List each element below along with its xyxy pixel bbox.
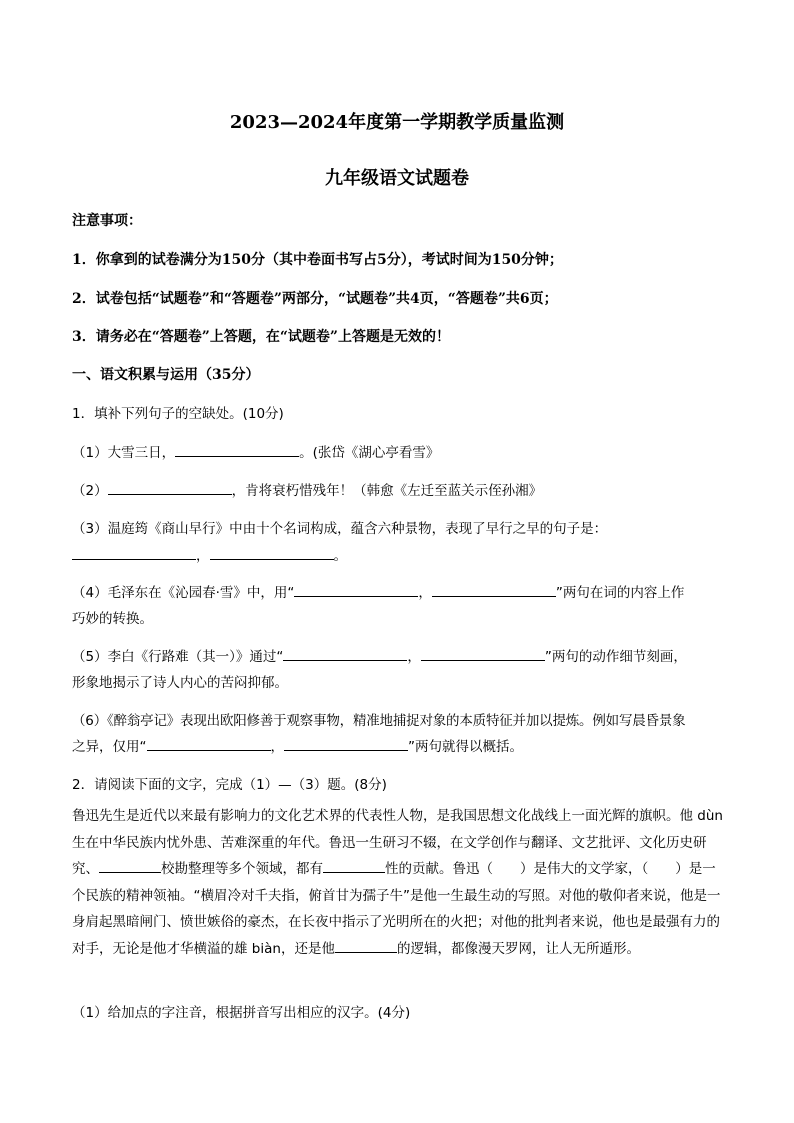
- notice-item-2: 2．试卷包括“试题卷”和“答题卷”两部分，“试题卷”共4页，“答题卷”共6页；: [72, 291, 558, 307]
- question-1-item-3-blanks: [72, 544, 732, 564]
- period: 。: [333, 548, 347, 564]
- comma: ，: [418, 585, 432, 601]
- question-1-item-4: [72, 581, 732, 601]
- answer-blank: [72, 545, 196, 560]
- question-1-item-5: [72, 645, 732, 665]
- question-2-stem: 2．请阅读下面的文字，完成（1）—（3）题。(8分): [72, 777, 387, 793]
- answer-blank: [175, 442, 299, 457]
- answer-blank: [421, 646, 545, 661]
- comma: ，: [196, 548, 210, 564]
- section-1-heading: 一、语文积累与运用（35分）: [72, 367, 260, 383]
- answer-blank: [147, 736, 271, 751]
- comma: ，: [407, 649, 421, 665]
- item-4-text-before: （4）毛泽东在《沁园春·雪》中，用“: [72, 585, 295, 601]
- answer-blank: [294, 582, 418, 597]
- question-1-stem: 1．填补下列句子的空缺处。(10分): [72, 406, 284, 422]
- item-2-text-after: ，肯将衰朽惜残年！（韩愈《左迁至蓝关示侄孙湘》: [231, 483, 543, 499]
- item-5-text-after: ”两句的动作细节刻画，: [544, 649, 687, 665]
- exam-subtitle: 九年级语文试题卷: [325, 168, 469, 189]
- exam-title: 2023—2024年度第一学期教学质量监测: [229, 112, 565, 133]
- item-2-text-before: （2）: [72, 483, 108, 499]
- answer-blank: [210, 545, 334, 560]
- passage-part-3: 性的贡献。鲁迅（ ）是伟大的文学家，（ ）是一个民族的精神领袖。“横眉冷对千夫指，俯首甘为孺子牛”是他一生最生动的写照。对他的敬仰者来说，他是一身肩起黑暗闸门、愤世嫉俗的豪杰，在长夜中指示了光明所在的火把；对他的批判者来说，他也是最强有力的对手，无论是他才华横溢的雄 biàn，还是他: [72, 861, 721, 957]
- question-2-passage: [72, 803, 724, 962]
- item-6-text-before: 之异，仅用“: [72, 739, 147, 755]
- item-1-text-after: 。(张岱《湖心亭看雪》: [299, 445, 440, 461]
- answer-blank: [335, 938, 397, 953]
- answer-blank: [284, 736, 408, 751]
- answer-blank: [323, 858, 385, 873]
- item-5-text-before: （5）李白《行路难（其一）》通过“: [72, 649, 284, 665]
- notice-heading: 注意事项：: [72, 213, 142, 229]
- item-4-text-after: ”两句在词的内容上作: [555, 585, 685, 601]
- notice-item-3: 3．请务必在“答题卷”上答题，在“试题卷”上答题是无效的！: [72, 329, 450, 345]
- question-1-item-4-cont: 巧妙的转换。: [72, 611, 153, 627]
- question-1-item-6: （6）《醉翁亭记》表现出欧阳修善于观察事物，精准地捕捉对象的本质特征并加以提炼。例如写晨昏景象: [72, 713, 686, 729]
- passage-part-4: 的逻辑，都像漫天罗网，让人无所遁形。: [396, 940, 640, 957]
- comma: ，: [270, 739, 284, 755]
- question-1-item-2: [72, 479, 732, 499]
- question-1-item-3: （3）温庭筠《商山早行》中由十个名词构成，蕴含六种景物，表现了早行之早的句子是：: [72, 521, 608, 537]
- notice-item-1: 1．你拿到的试卷满分为150分（其中卷面书写占5分），考试时间为150分钟；: [72, 252, 563, 268]
- question-1-item-6-cont: [72, 735, 732, 755]
- answer-blank: [108, 480, 232, 495]
- answer-blank: [432, 582, 556, 597]
- passage-part-2: 校勘整理等多个领域，都有: [161, 861, 323, 877]
- question-2-sub-1: （1）给加点的字注音，根据拼音写出相应的汉字。(4分): [72, 1005, 411, 1021]
- item-6-text-after: ”两句就得以概括。: [408, 739, 523, 755]
- answer-blank: [99, 858, 161, 873]
- item-1-text-before: （1）大雪三日，: [72, 445, 176, 461]
- question-1-item-5-cont: 形象地揭示了诗人内心的苦闷抑郁。: [72, 675, 288, 691]
- passage-part-1: 鲁迅先生是近代以来最有影响力的文化艺术界的代表性人物，是我国思想文化战线上一面光辉的旗帜。他 dùn 生在中华民族内忧外患、苦难深重的年代。鲁迅一生研习不辍，在文学创作与翻译、文艺批评、文化历史研究、: [72, 808, 723, 877]
- question-1-item-1: [72, 441, 732, 461]
- answer-blank: [283, 646, 407, 661]
